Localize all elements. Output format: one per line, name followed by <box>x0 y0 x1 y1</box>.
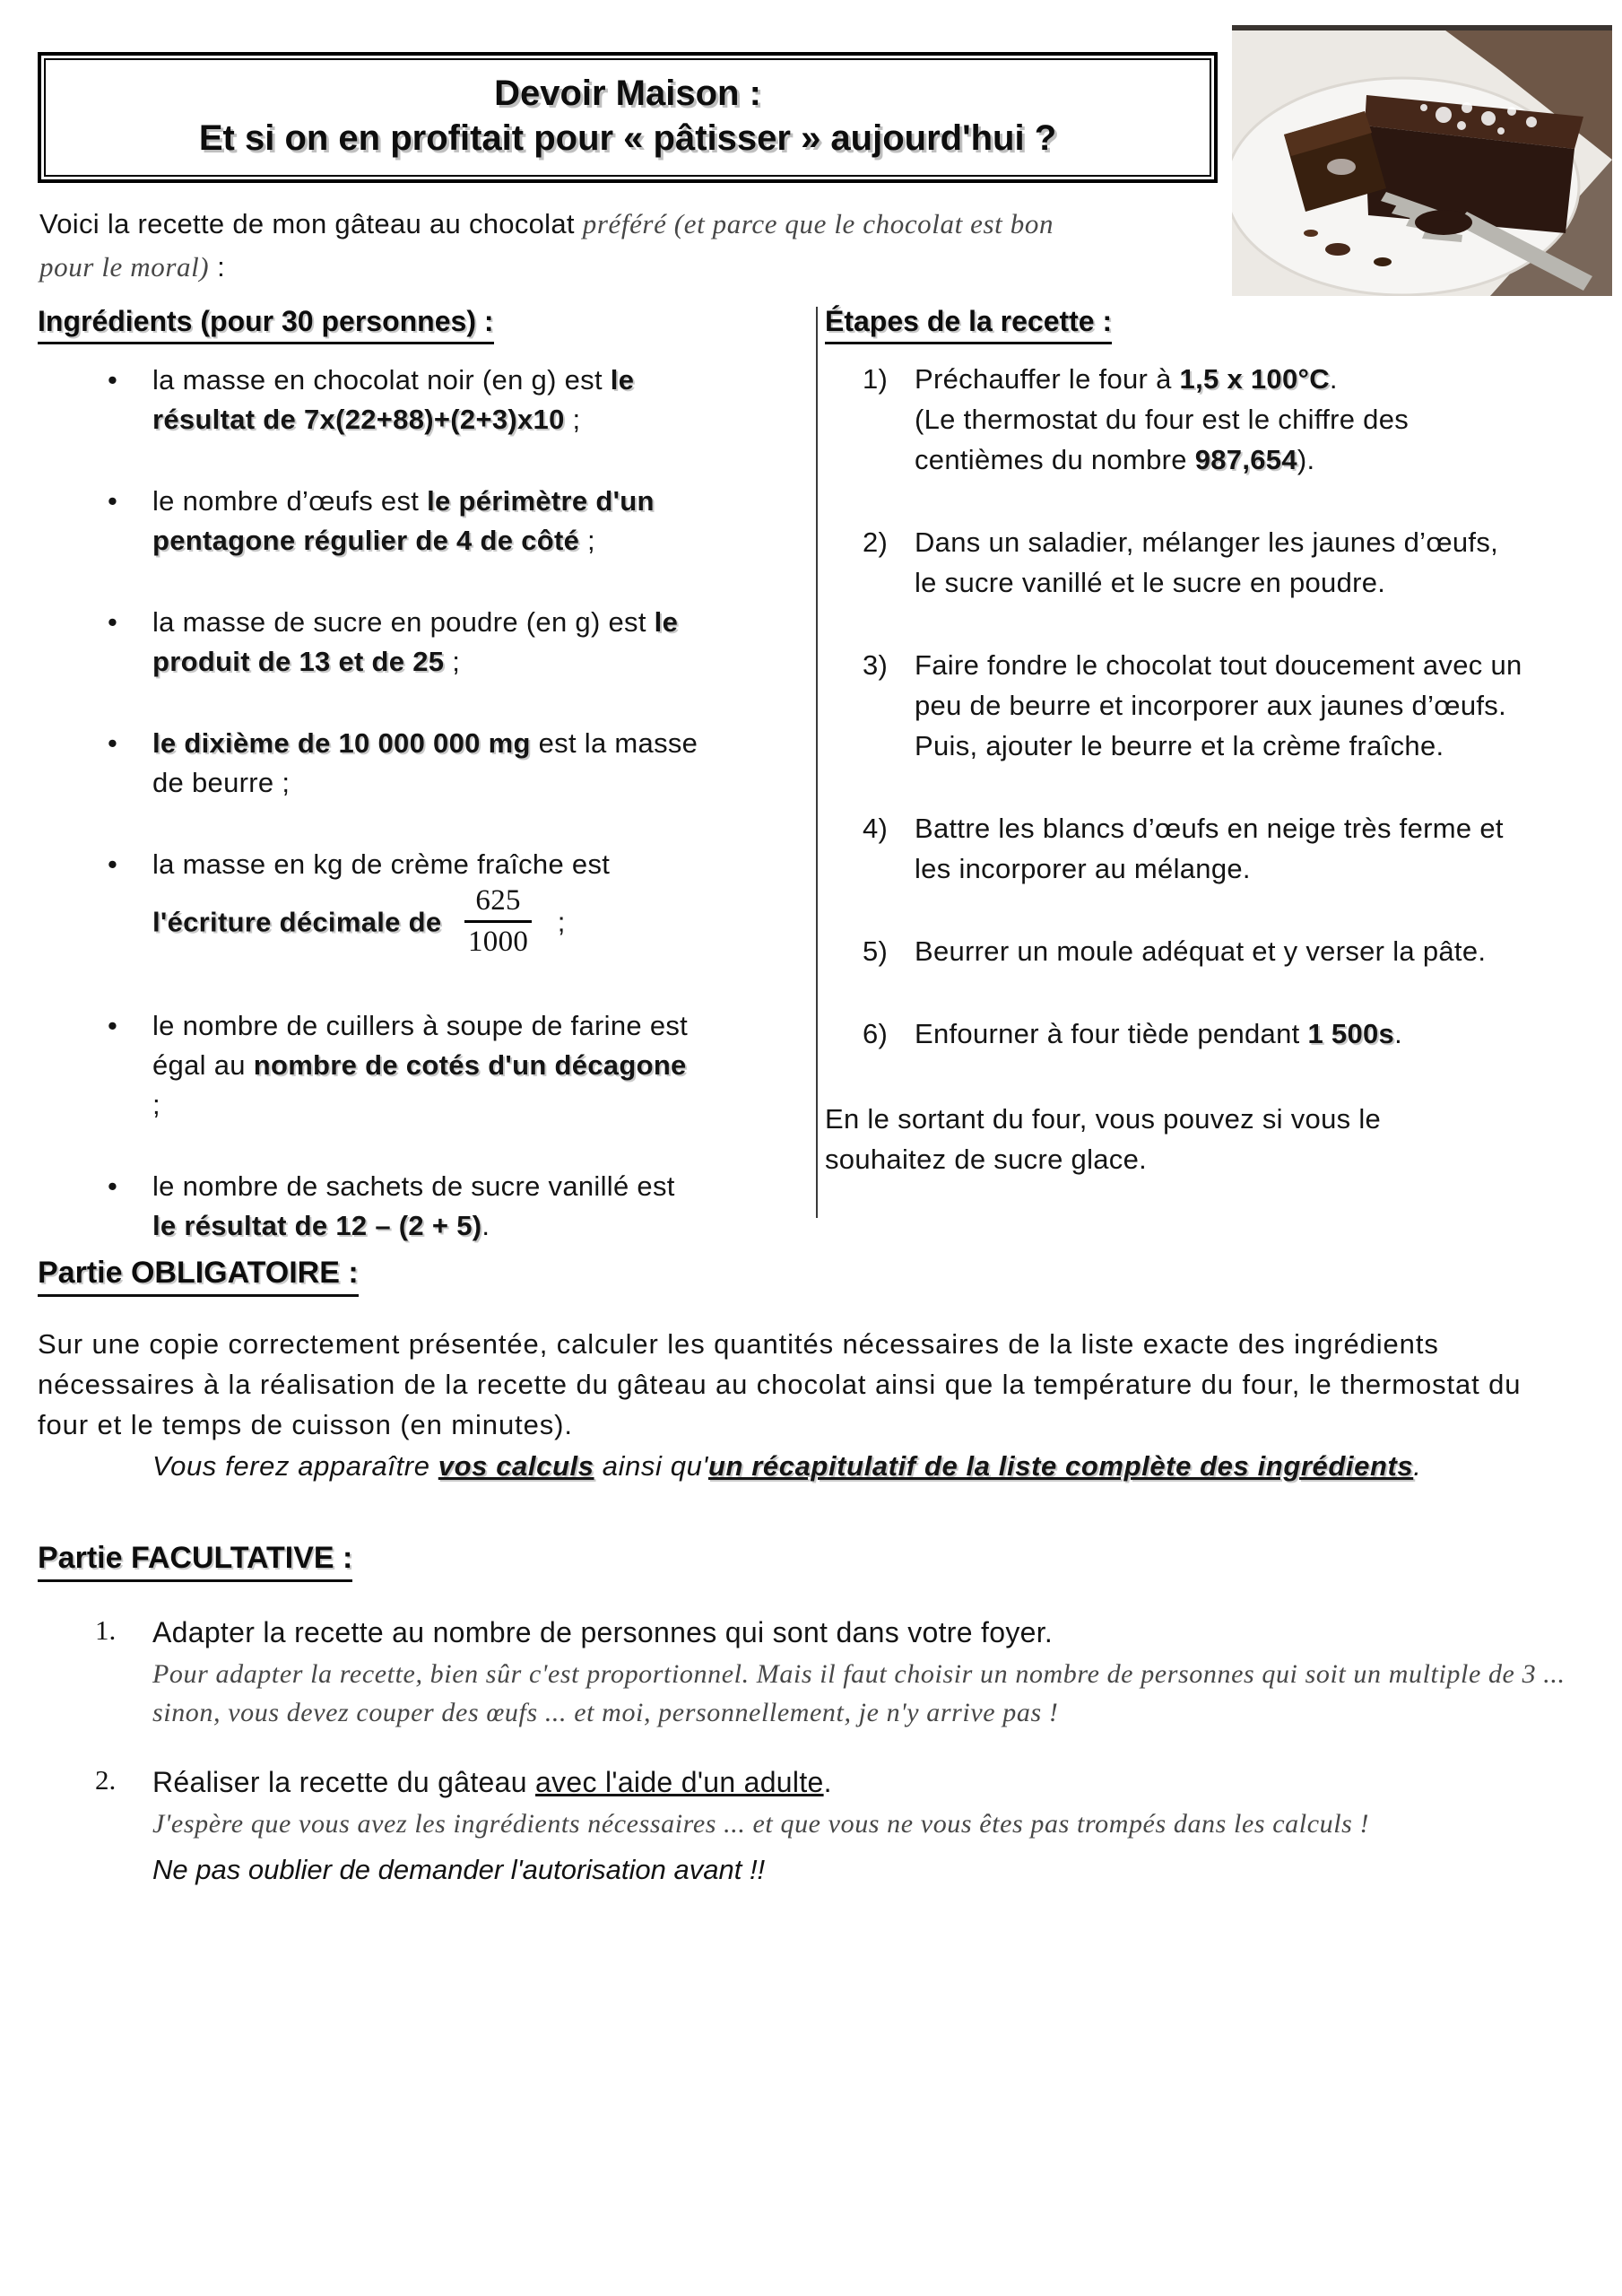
ingredient-item-eggs <box>38 482 701 561</box>
ingredient-bold: le résultat de 12 – (2 + 5) <box>152 1209 482 1241</box>
page-title-line1: Devoir Maison : <box>494 74 761 113</box>
step-line <box>915 931 1526 971</box>
step-line <box>915 522 1526 603</box>
ingredient-text-post: ; <box>579 525 595 556</box>
step-line <box>915 399 1526 480</box>
recipe-step-1 <box>825 359 1526 480</box>
facultative-heading: Partie FACULTATIVE : <box>38 1539 352 1582</box>
intro-handwritten-line2: pour le moral) <box>39 251 210 283</box>
facultative-section <box>38 1539 1603 1890</box>
item-number: 2. <box>95 1764 117 1796</box>
step-line <box>915 808 1526 889</box>
item-handwritten-note: Pour adapter la recette, bien sûr c'est proportionnel. Mais il faut choisir un nombre de personnes qui soit un multiple de 3 ... sinon, vous devez couper des œufs ... et moi, personnellement, je n'y arrive pas ! <box>152 1659 1566 1727</box>
step-text: Battre les blancs d’œufs en neige très ferme et les incorporer au mélange. <box>915 813 1504 884</box>
ingredient-text-post: ; <box>564 404 581 435</box>
ingredient-bold: l'écriture décimale de <box>152 906 442 938</box>
intro-paragraph <box>39 203 1232 289</box>
ingredient-text: la masse en chocolat noir (en g) est <box>152 364 611 396</box>
steps-column <box>825 303 1616 1179</box>
obligatoire-paragraph: Sur une copie correctement présentée, calculer les quantités nécessaires de la liste exacte des ingrédients nécessaires à la réalisation de la recette du gâteau au chocolat ainsi que la température du four, le thermostat du four et le temps de cuisson (en minutes). <box>38 1328 1522 1440</box>
step-line <box>915 645 1526 726</box>
chocolate-cake-photo <box>1232 25 1612 296</box>
ingredients-column <box>38 303 809 1288</box>
ingredient-text-post: ; <box>549 906 566 938</box>
step-text: Préchauffer le four à <box>915 363 1180 395</box>
obligatoire-heading: Partie OBLIGATOIRE : <box>38 1254 359 1297</box>
steps-closing-note: En le sortant du four, vous pouvez si vous le souhaitez de sucre glace. <box>825 1103 1382 1175</box>
ingredient-text: le nombre d’œufs est <box>152 485 428 517</box>
title-box <box>38 52 1218 183</box>
recipe-step-6 <box>825 1013 1526 1054</box>
ingredient-item-butter <box>38 724 701 803</box>
step-line <box>915 359 1526 399</box>
title-box-inner <box>44 58 1211 177</box>
step-bold: 1,5 x 100°C <box>1179 363 1330 395</box>
step-number: 2) <box>863 526 889 558</box>
ingredients-list <box>38 361 809 1246</box>
ingredient-item-vanilla-sugar <box>38 1167 701 1246</box>
instruction-text: Vous ferez apparaître <box>152 1450 438 1482</box>
intro-handwritten-line1: préféré (et parce que le chocolat est bon <box>582 208 1054 239</box>
step-bold: 1 500s <box>1307 1018 1395 1049</box>
step-number: 1) <box>863 363 889 395</box>
ingredient-text-post: . <box>481 1209 490 1241</box>
step-line <box>915 1013 1526 1054</box>
instruction-text-post: . <box>1413 1450 1422 1482</box>
ingredient-text: le nombre de sachets de sucre vanillé est <box>152 1170 675 1202</box>
ingredient-bold: le résultat de 7x(22+88)+(2+3)x10 <box>152 364 635 435</box>
facultative-item-2 <box>38 1762 1603 1890</box>
ingredient-item-flour <box>38 1006 701 1125</box>
item-italic-warning: Ne pas oublier de demander l'autorisation avant !! <box>152 1854 766 1885</box>
ingredient-text-post: est la masse de beurre ; <box>152 727 698 798</box>
ingredient-bold: le périmètre d'un pentagone régulier de 4 de côté <box>152 485 655 556</box>
item-number: 1. <box>95 1614 117 1646</box>
ingredient-item-sugar <box>38 603 701 682</box>
page-title-line2: Et si on en profitait pour « pâtisser » aujourd'hui ? <box>198 118 1057 158</box>
fraction-denominator: 1000 <box>468 925 529 958</box>
step-bold: 987,654 <box>1194 444 1297 475</box>
instruction-underlined-recap: un récapitulatif de la liste complète des ingrédients <box>707 1450 1414 1482</box>
step-line <box>915 726 1526 766</box>
recipe-step-3 <box>825 645 1526 766</box>
step-number: 3) <box>863 649 889 681</box>
ingredient-item-cream <box>38 845 701 964</box>
item-text <box>152 1762 1603 1803</box>
step-text: Dans un saladier, mélanger les jaunes d’œufs, le sucre vanillé et le sucre en poudre. <box>915 526 1499 598</box>
steps-list <box>825 359 1616 1054</box>
step-text: Enfourner à four tiède pendant <box>915 1018 1308 1049</box>
step-text: Beurrer un moule adéquat et y verser la pâte. <box>915 935 1487 967</box>
ingredient-bold: nombre de cotés d'un décagone <box>253 1048 687 1081</box>
step-text-post: ). <box>1297 444 1315 475</box>
obligatoire-instruction-line <box>152 1445 1603 1487</box>
ingredient-text: le nombre de cuillers à soupe de farine est égal au <box>152 1009 689 1081</box>
instruction-text: ainsi qu' <box>594 1450 708 1482</box>
item-handwritten-note: J'espère que vous avez les ingrédients nécessaires ... et que vous ne vous êtes pas trompés dans les calculs ! <box>152 1809 1370 1839</box>
step-number: 6) <box>863 1018 889 1049</box>
step-text-post: . <box>1329 363 1338 395</box>
ingredient-bold: le dixième de 10 000 000 mg <box>152 727 531 759</box>
step-text: (Le thermostat du four est le chiffre des centièmes du nombre <box>915 404 1409 475</box>
item-text-pre: Réaliser la recette du gâteau <box>152 1766 536 1798</box>
recipe-step-5 <box>825 931 1526 971</box>
recipe-step-2 <box>825 522 1526 603</box>
recipe-columns <box>38 303 1616 1254</box>
ingredient-text-post: ; <box>444 646 461 677</box>
ingredient-bold: le produit de 13 et de 25 <box>152 606 679 677</box>
item-text: Adapter la recette au nombre de personnes qui sont dans votre foyer. <box>152 1616 1054 1648</box>
step-text: Faire fondre le chocolat tout doucement avec un peu de beurre et incorporer aux jaunes d’œufs. <box>915 649 1522 721</box>
ingredient-text: la masse de sucre en poudre (en g) est <box>152 606 655 638</box>
ingredient-text-post: ; <box>152 1088 160 1120</box>
step-text: Puis, ajouter le beurre et la crème fraîche. <box>915 730 1444 761</box>
ingredient-item-chocolate <box>38 361 701 439</box>
ingredients-heading: Ingrédients (pour 30 personnes) : <box>38 303 494 344</box>
small-piece-sugar <box>1327 159 1356 175</box>
recipe-step-4 <box>825 808 1526 889</box>
intro-text: Voici la recette de mon gâteau au chocolat <box>39 208 583 239</box>
ingredient-text: la masse en kg de crème fraîche est <box>152 848 611 880</box>
fraction-625-over-1000 <box>464 884 531 959</box>
fraction-numerator: 625 <box>464 884 531 923</box>
photo-top-edge <box>1232 25 1612 30</box>
item-underlined-text: avec l'aide d'un adulte <box>535 1766 824 1798</box>
obligatoire-section <box>38 1254 1603 1487</box>
step-number: 4) <box>863 813 889 844</box>
instruction-underlined-calculs: vos calculs <box>438 1450 594 1482</box>
chocolate-on-fork <box>1415 210 1472 235</box>
steps-heading: Étapes de la recette : <box>825 303 1112 344</box>
step-text-post: . <box>1394 1018 1402 1049</box>
step-number: 5) <box>863 935 889 967</box>
intro-colon: : <box>209 251 226 283</box>
facultative-item-1 <box>38 1613 1603 1732</box>
column-divider <box>816 307 818 1218</box>
item-text-post: . <box>823 1766 832 1798</box>
